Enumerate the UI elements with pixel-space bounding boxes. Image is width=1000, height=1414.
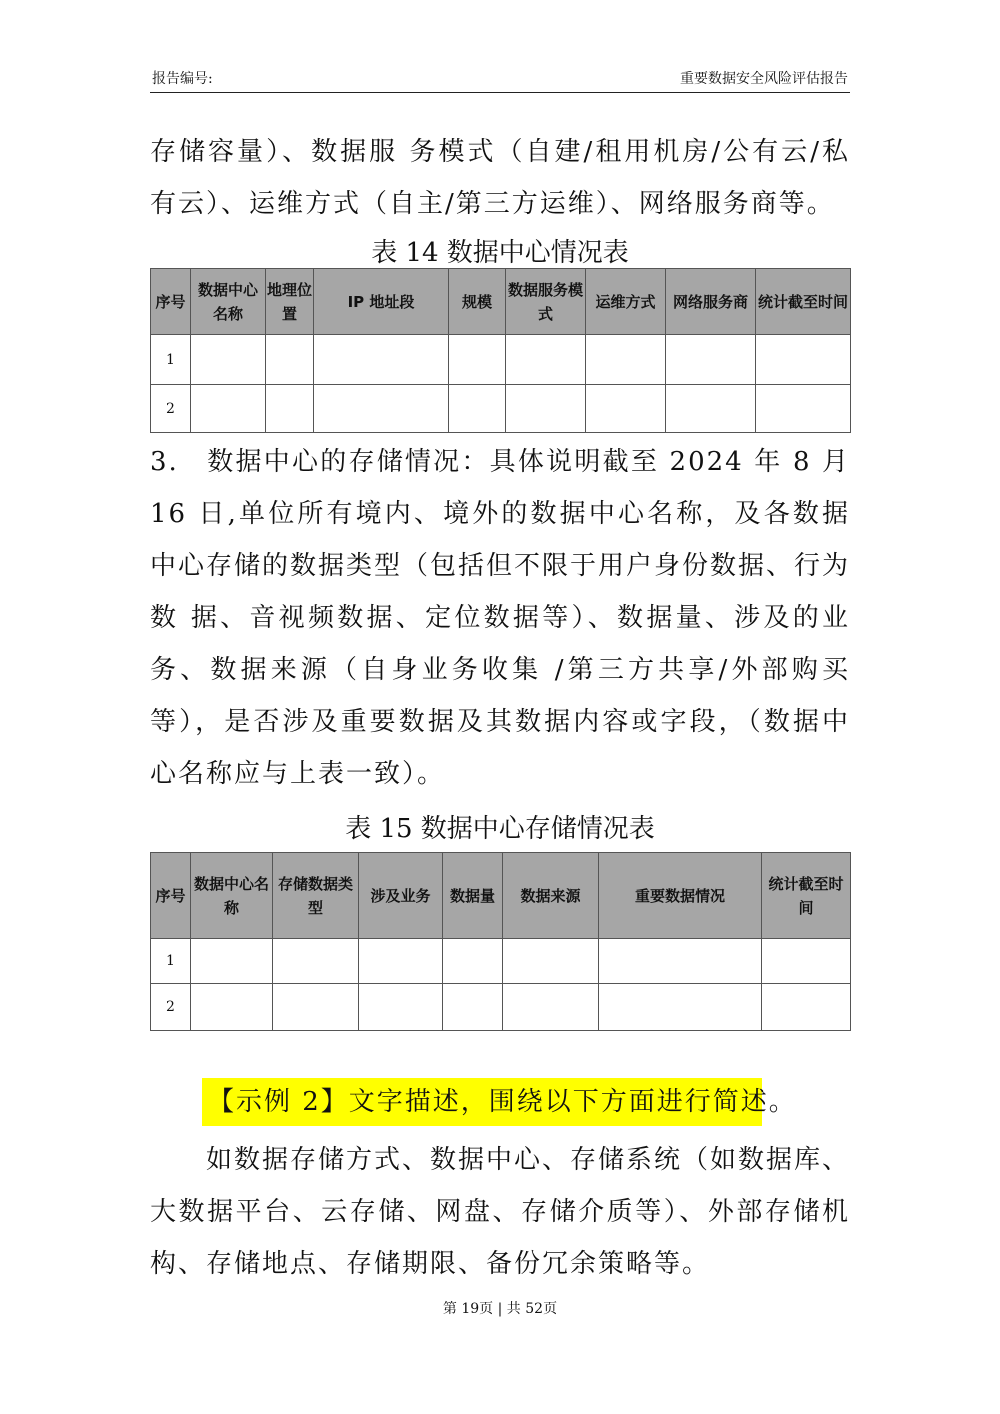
page-header bbox=[150, 68, 850, 92]
table-cell bbox=[449, 335, 506, 385]
table-cell bbox=[586, 335, 666, 385]
table15-col-header: 重要数据情况 bbox=[599, 853, 762, 939]
table14 bbox=[150, 268, 851, 433]
table-cell bbox=[273, 939, 359, 984]
table-cell bbox=[756, 385, 851, 433]
table-cell bbox=[449, 385, 506, 433]
table15-col-header: 存储数据类型 bbox=[273, 853, 359, 939]
table-cell bbox=[443, 939, 503, 984]
table15-col-header: 序号 bbox=[151, 853, 191, 939]
table-cell bbox=[599, 984, 762, 1031]
table-cell bbox=[503, 939, 599, 984]
table-cell bbox=[762, 939, 851, 984]
table-cell bbox=[191, 335, 266, 385]
table-cell bbox=[359, 939, 443, 984]
table-cell: 1 bbox=[151, 939, 191, 984]
table-cell bbox=[506, 335, 586, 385]
table14-col-header: 规模 bbox=[449, 269, 506, 335]
page-footer: 第 19页 | 共 52页 bbox=[442, 1301, 558, 1317]
example-label: 【示例 2】文字描述，围绕以下方面进行简述。 bbox=[208, 1087, 797, 1117]
table-cell: 2 bbox=[151, 984, 191, 1031]
table-cell bbox=[762, 984, 851, 1031]
table-cell bbox=[359, 984, 443, 1031]
table-cell bbox=[273, 984, 359, 1031]
table14-col-header: 网络服务商 bbox=[666, 269, 756, 335]
table14-col-header: 地理位置 bbox=[266, 269, 314, 335]
table-row bbox=[151, 335, 851, 385]
table-cell: 2 bbox=[151, 385, 191, 433]
table-cell: 1 bbox=[151, 335, 191, 385]
table15-col-header: 涉及业务 bbox=[359, 853, 443, 939]
table-cell bbox=[586, 385, 666, 433]
report-title: 重要数据安全风险评估报告 bbox=[680, 71, 848, 87]
table15-header-row bbox=[151, 853, 851, 939]
table14-col-header: 数据中心名称 bbox=[191, 269, 266, 335]
table-row bbox=[151, 984, 851, 1031]
table15-col-header: 数据中心名称 bbox=[191, 853, 273, 939]
table15-col-header: 数据来源 bbox=[503, 853, 599, 939]
table-cell bbox=[314, 385, 449, 433]
table-cell bbox=[191, 385, 266, 433]
table15-col-header: 统计截至时间 bbox=[762, 853, 851, 939]
table15 bbox=[150, 852, 851, 1031]
table15-col-header: 数据量 bbox=[443, 853, 503, 939]
table-cell bbox=[503, 984, 599, 1031]
table-cell bbox=[443, 984, 503, 1031]
table15-caption: 表 15 数据中心存储情况表 bbox=[345, 814, 655, 844]
table-cell bbox=[191, 939, 273, 984]
section3-paragraph: 3. 数据中心的存储情况：具体说明截至 2024 年 8 月 16 日,单位所有境内、境外的数据中心名称，及各数据中心存储的数据类型（包括但不限于用户身份数据、行为数 据、音视频数据、定位数据等）、数据量、涉及的业务、数据来源（自身业务收集 /第三方共享/外部购买等），是否涉及重要数据及其数据内容或字段，（数据中心名称应与上表一致）。 bbox=[150, 447, 851, 789]
table-row bbox=[151, 385, 851, 433]
table-cell bbox=[599, 939, 762, 984]
table14-col-header: 数据服务模式 bbox=[506, 269, 586, 335]
example-paragraph: 如数据存储方式、数据中心、存储系统（如数据库、大数据平台、云存储、网盘、存储介质等）、外部存储机构、存储地点、存储期限、备份冗余策略等。 bbox=[150, 1145, 851, 1279]
table-cell bbox=[191, 984, 273, 1031]
table-cell bbox=[314, 335, 449, 385]
table14-header-row bbox=[151, 269, 851, 335]
table-row bbox=[151, 939, 851, 984]
report-number-label: 报告编号: bbox=[152, 71, 213, 87]
table-cell bbox=[506, 385, 586, 433]
table14-col-header: 统计截至时间 bbox=[756, 269, 851, 335]
intro-paragraph: 存储容量）、数据服 务模式（自建/租用机房/公有云/私有云）、运维方式（自主/第三方运维）、网络服务商等。 bbox=[150, 137, 850, 219]
table14-col-header: 运维方式 bbox=[586, 269, 666, 335]
table-cell bbox=[666, 385, 756, 433]
table14-col-header: 序号 bbox=[151, 269, 191, 335]
table14-caption: 表 14 数据中心情况表 bbox=[371, 238, 629, 268]
table14-col-header: IP 地址段 bbox=[314, 269, 449, 335]
header-divider bbox=[150, 92, 850, 93]
table-cell bbox=[266, 335, 314, 385]
table-cell bbox=[266, 385, 314, 433]
table-cell bbox=[756, 335, 851, 385]
table-cell bbox=[666, 335, 756, 385]
